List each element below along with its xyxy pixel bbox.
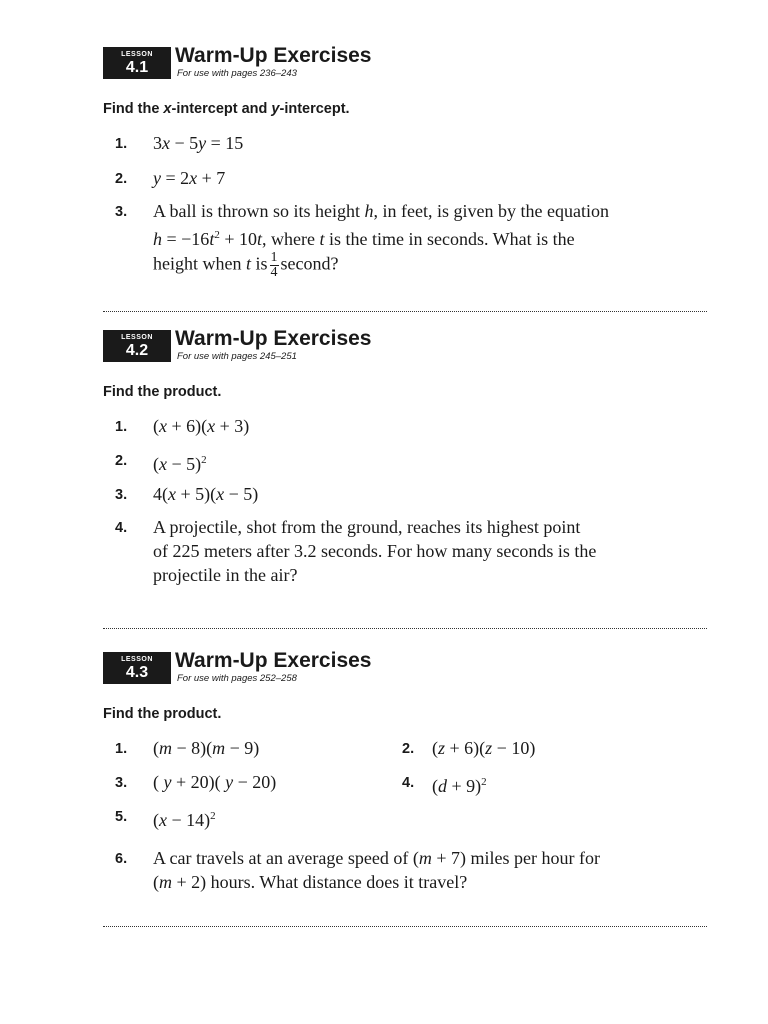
instruction: Find the product. [103,384,222,400]
section-header [103,327,707,364]
page-range: For use with pages 236–243 [177,68,297,79]
instruction: Find the x-intercept and y-intercept. [103,101,350,117]
exercise-text: A projectile, shot from the ground, reaches its highest point [153,517,581,537]
page-range: For use with pages 252–258 [177,673,297,684]
section-title: Warm-Up Exercises [175,327,372,350]
exercise-text: ( y + 20)( y − 20) [153,772,277,792]
exercise-text: 4(x + 5)(x − 5) [153,484,259,504]
dotted-divider [103,926,707,927]
lesson-number: 4.2 [125,342,149,359]
exercise-text: 3x − 5y = 15 [153,133,244,153]
exercise-text: (x + 6)(x + 3) [153,416,250,436]
exercise-text: $(d + 9)^2$ [432,776,487,796]
exercise-text: y = 2x + 7 [153,168,226,188]
dotted-divider [103,628,707,629]
lesson-badge: LESSON 4.3 [103,652,171,684]
section-title: Warm-Up Exercises [175,44,372,67]
exercise-text: (z + 6)(z − 10) [432,738,536,758]
exercise-text: $(x - 14)^2$ [153,810,216,830]
lesson-4-1 [103,44,707,117]
lesson-number: 4.1 [125,59,149,76]
exercise-text: (m − 8)(m − 9) [153,738,260,758]
lesson-badge: LESSON 4.2 [103,330,171,362]
exercise-text: $(x - 5)^2$ [153,454,207,474]
dotted-divider [103,311,707,312]
lesson-4-2 [103,327,707,400]
section-header [103,649,707,686]
instruction: Find the product. [103,706,222,722]
lesson-4-3 [103,649,707,722]
lesson-number: 4.3 [125,664,149,681]
lesson-badge: LESSON 4.1 [103,47,171,79]
section-header [103,44,707,81]
exercise-text: A ball is thrown so its height h, in feet, is given by the equation [153,201,609,221]
section-title: Warm-Up Exercises [175,649,372,672]
fraction: $\frac{1}{4}$ [270,250,278,280]
exercise-text: A car travels at an average speed of (m + 7) miles per hour for [153,848,600,868]
page-range: For use with pages 245–251 [177,351,297,362]
